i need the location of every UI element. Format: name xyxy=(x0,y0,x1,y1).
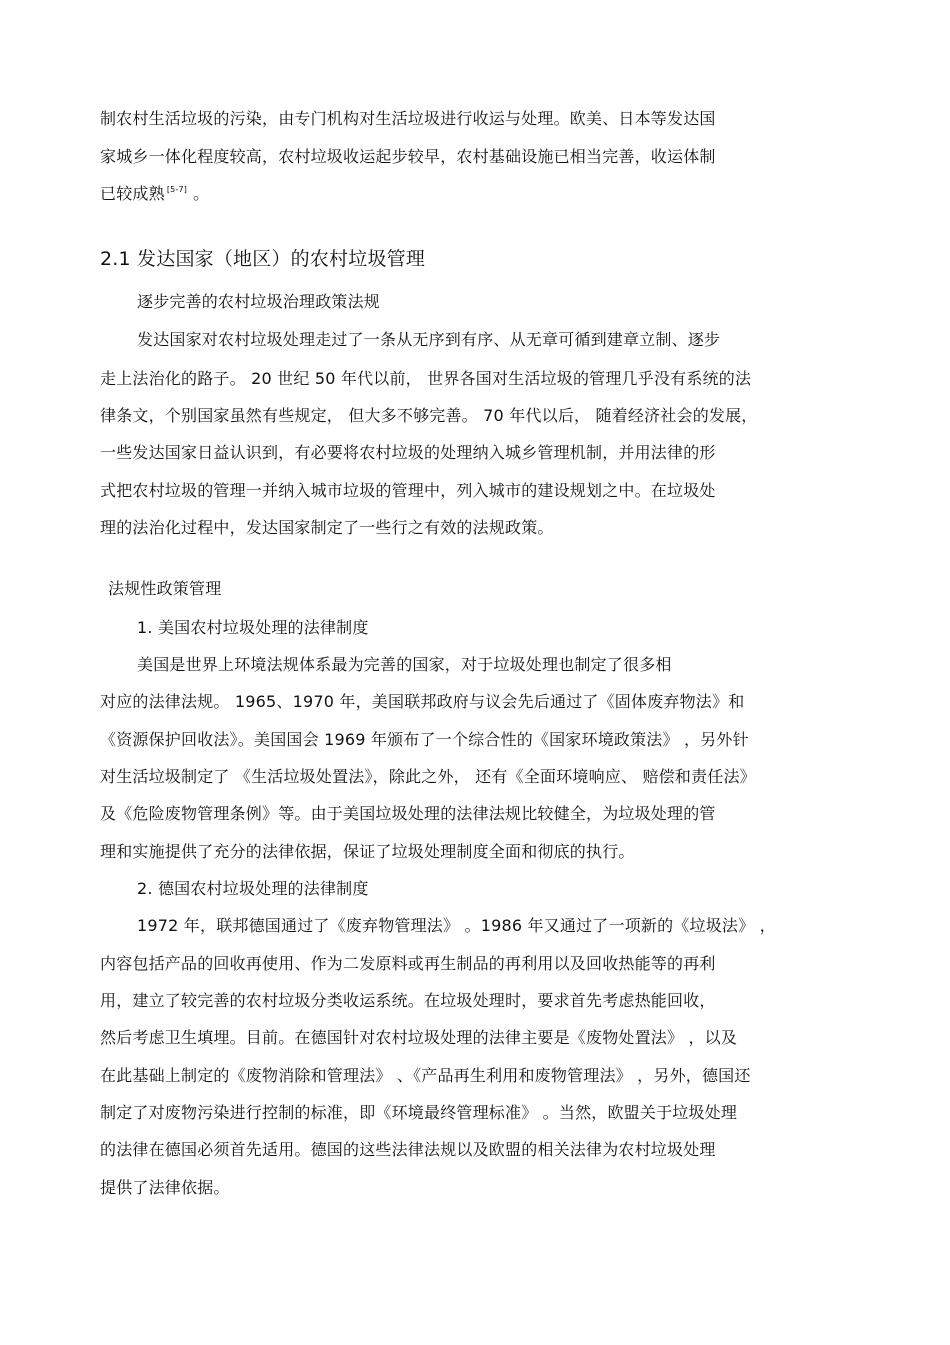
de-line-3: 用，建立了较完善的农村垃圾分类收运系统。在垃圾处理时，要求首先考虑热能回收， xyxy=(100,991,716,1010)
us-heading: 1. 美国农村垃圾处理的法律制度 xyxy=(137,618,369,637)
para1-line-2: 走上法治化的路子。 20 世纪 50 年代以前， 世界各国对生活垃圾的管理几乎没有系统的法 xyxy=(100,369,752,388)
para1-line-6: 理的法治化过程中，发达国家制定了一些行之有效的法规政策。 xyxy=(100,518,554,537)
section-subheading: 逐步完善的农村垃圾治理政策法规 xyxy=(137,292,381,311)
us-line-5: 及《危险废物管理条例》等。由于美国垃圾处理的法律法规比较健全，为垃圾处理的管 xyxy=(100,804,716,823)
para1-line-4: 一些发达国家日益认识到，有必要将农村垃圾的处理纳入城乡管理机制，并用法律的形 xyxy=(100,443,716,462)
de-line-8: 提供了法律依据。 xyxy=(100,1178,230,1197)
de-line-6: 制定了对废物污染进行控制的标准，即《环境最终管理标准》 。当然，欧盟关于垃圾处理 xyxy=(100,1103,738,1122)
us-line-4: 对生活垃圾制定了 《生活垃圾处置法》，除此之外， 还有《全面环境响应、 赔偿和责任法》 xyxy=(100,767,756,786)
intro-line-2: 家城乡一体化程度较高，农村垃圾收运起步较早，农村基础设施已相当完善，收运体制 xyxy=(100,147,716,166)
us-line-1: 美国是世界上环境法规体系最为完善的国家，对于垃圾处理也制定了很多相 xyxy=(137,655,672,674)
de-line-1: 1972 年，联邦德国通过了《废弃物管理法》 。1986 年又通过了一项新的《垃圾法》 ， xyxy=(137,916,776,935)
de-line-5: 在此基础上制定的《废物消除和管理法》 、《产品再生利用和废物管理法》 ，另外，德国还 xyxy=(100,1066,751,1085)
citation-marker: [5-7] xyxy=(166,185,188,194)
intro-line-1: 制农村生活垃圾的污染，由专门机构对生活垃圾进行收运与处理。欧美、日本等发达国 xyxy=(100,109,716,128)
us-line-3: 《资源保护回收法》。美国国会 1969 年颁布了一个综合性的《国家环境政策法》 ，另外针 xyxy=(100,730,749,749)
para1-line-3: 律条文，个别国家虽然有些规定， 但大多不够完善。 70 年代以后， 随着经济社会的发展， xyxy=(100,406,758,425)
intro-line-3-end: 。 xyxy=(193,184,210,203)
intro-line-3-text: 已较成熟 xyxy=(100,184,165,203)
para1-line-1: 发达国家对农村垃圾处理走过了一条从无序到有序、从无章可循到建章立制、逐步 xyxy=(137,330,721,349)
regulatory-title: 法规性政策管理 xyxy=(108,579,222,598)
section-heading: 2.1 发达国家（地区）的农村垃圾管理 xyxy=(100,248,426,270)
intro-line-3 xyxy=(100,184,209,204)
de-line-7: 的法律在德国必须首先适用。德国的这些法律法规以及欧盟的相关法律为农村垃圾处理 xyxy=(100,1140,716,1159)
us-line-6: 理和实施提供了充分的法律依据，保证了垃圾处理制度全面和彻底的执行。 xyxy=(100,842,635,861)
de-line-4: 然后考虑卫生填埋。目前。在德国针对农村垃圾处理的法律主要是《废物处置法》 ，以及 xyxy=(100,1028,738,1047)
de-line-2: 内容包括产品的回收再使用、作为二发原料或再生制品的再利用以及回收热能等的再利 xyxy=(100,954,716,973)
us-line-2: 对应的法律法规。 1965、1970 年，美国联邦政府与议会先后通过了《固体废弃物法》和 xyxy=(100,692,745,711)
para1-line-5: 式把农村垃圾的管理一并纳入城市垃圾的管理中，列入城市的建设规划之中。在垃圾处 xyxy=(100,481,716,500)
de-heading: 2. 德国农村垃圾处理的法律制度 xyxy=(137,879,369,898)
